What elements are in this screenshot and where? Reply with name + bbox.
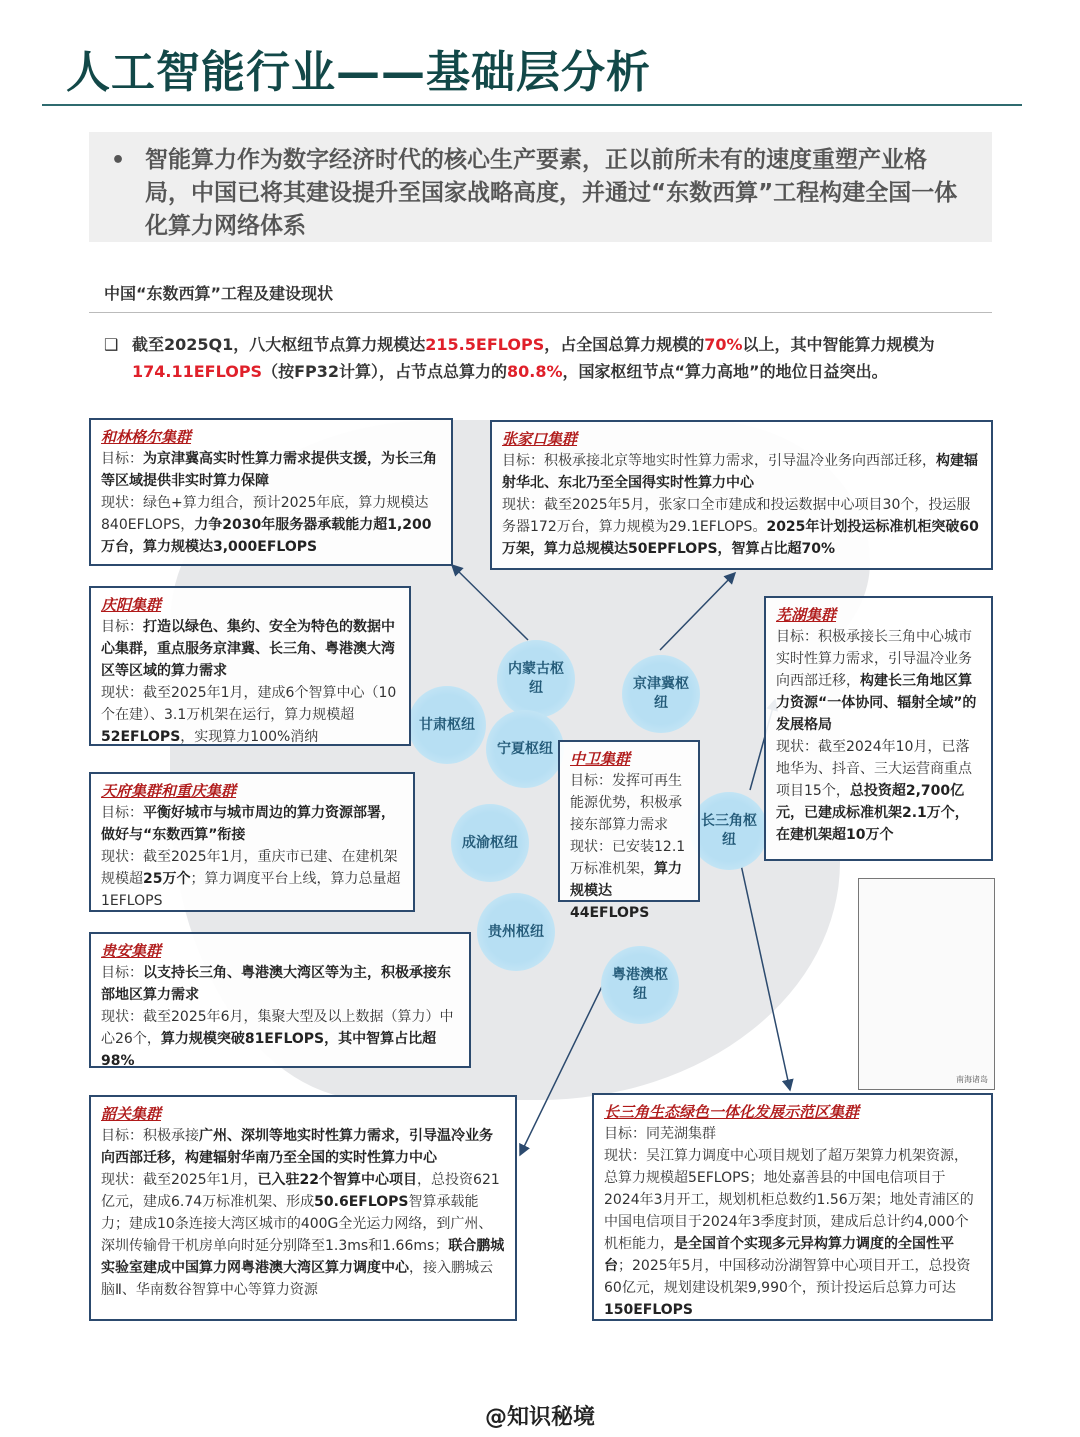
hub-gansu: 甘肃枢纽	[408, 686, 486, 764]
cluster-title: 庆阳集群	[101, 596, 162, 614]
cluster-tianfu-chongqing: 天府集群和重庆集群 目标：平衡好城市与城市周边的算力资源部署，做好与“东数西算”衔接 现状：截至2025年1月，重庆市已建、在建机架规模超25万个；算力调度平台上线，算力总量超1EFLOPS	[89, 772, 415, 912]
cluster-title: 中卫集群	[570, 750, 631, 768]
summary-text: 截至2025Q1，八大枢纽节点算力规模达215.5EFLOPS，占全国总算力规模的70%以上，其中智能算力规模为174.11EFLOPS（按FP32计算），占节点总算力的80.8%，国家枢纽节点“算力高地”的地位日益突出。	[132, 335, 935, 381]
cluster-title: 芜湖集群	[776, 606, 837, 624]
hub-yuegangao: 粤港澳枢纽	[601, 946, 679, 1024]
hub-ningxia: 宁夏枢纽	[486, 710, 564, 788]
cluster-title: 张家口集群	[502, 430, 578, 448]
hub-jingjinji: 京津冀枢纽	[622, 655, 700, 733]
arrow-jingjinji	[660, 573, 735, 650]
cluster-qingyang: 庆阳集群 目标：打造以绿色、集约、安全为特色的数据中心集群，重点服务京津冀、长三角、粤港澳大湾区等区域的算力需求 现状：截至2025年1月，建成6个智算中心（10个在建）、3.1万机架在运行，算力规模超52EFLOPS，实现算力100%消纳	[89, 586, 411, 746]
cluster-zhangjiakou: 张家口集群 目标：积极承接北京等地实时性算力需求，引导温冷业务向西部迁移，构建辐射华北、东北乃至全国得实时性算力中心 现状：截至2025年5月，张家口全市建成和投运数据中心项目30个，投运服务器172万台，算力规模为29.1EFLOPS。2025年计划投运标准机柜突破60万架，算力总规模达50EPFLOPS，智算占比超70%	[490, 420, 993, 570]
arrow-neimenggu	[452, 565, 528, 640]
hub-chengyu: 成渝枢纽	[451, 804, 529, 882]
footer-watermark: @知识秘境	[484, 1405, 595, 1430]
cluster-title: 贵安集群	[101, 942, 162, 960]
cluster-shaoguan: 韶关集群 目标：积极承接广州、深圳等地实时性算力需求，引导温冷业务向西部迁移，构建辐射华南乃至全国的实时性算力中心 现状：截至2025年1月，已入驻22个智算中心项目，总投资621亿元，建成6.74万标准机架、形成50.6EFLOPS智算承载能力；建成10条连接大湾区城市的400G全光运力网络，到广州、深圳传输骨干机房单向时延分别降至1.3ms和1.66ms；联合鹏城实验室建成中国算力网粤港澳大湾区算力调度中心，接入鹏城云脑Ⅱ、华南数谷智算中心等算力资源	[89, 1095, 517, 1321]
section-title: 中国“东数西算”工程及建设现状	[104, 284, 334, 303]
hub-guizhou: 贵州枢纽	[477, 893, 555, 971]
intro-text: 智能算力作为数字经济时代的核心生产要素，正以前所未有的速度重塑产业格局，中国已将其建设提升至国家战略高度，并通过“东数西算”工程构建全国一体化算力网络体系	[145, 147, 958, 239]
cluster-title: 天府集群和重庆集群	[101, 782, 237, 800]
inset-label: 南海诸岛	[956, 1075, 988, 1084]
page-title: 人工智能行业——基础层分析	[66, 47, 651, 98]
cluster-changsanjiao-demo: 长三角生态绿色一体化发展示范区集群 目标：同芜湖集群 现状：吴江算力调度中心项目规划了超万架算力机架资源，总算力规模超5EFLOPS；地处嘉善县的中国电信项目于2024年3月开工，规划机柜总数约1.56万架；地处青浦区的中国电信项目于2024年3季度封顶，建成后总计约4,000个机柜能力，是全国首个实现多元异构算力调度的全国性平台；2025年5月，中国移动汾湖智算中心项目开工，总投资60亿元，规划建设机架9,990个，预计投运后总算力可达150EFLOPS	[592, 1093, 993, 1321]
hub-neimenggu: 内蒙古枢纽	[497, 640, 575, 718]
cluster-title: 和林格尔集群	[101, 428, 192, 446]
cluster-zhongwei: 中卫集群 目标：发挥可再生能源优势，积极承接东部算力需求 现状：已安装12.1万标准机架，算力规模达44EFLOPS	[558, 740, 700, 902]
arrow-changsanjiao	[740, 860, 790, 1090]
cluster-guian: 贵安集群 目标：以支持长三角、粤港澳大湾区等为主，积极承接东部地区算力需求 现状：截至2025年6月，集聚大型及以上数据（算力）中心26个，算力规模突破81EFLOPS，其中智算占比超98%	[89, 932, 471, 1068]
cluster-wuhu: 芜湖集群 目标：积极承接长三角中心城市实时性算力需求，引导温冷业务向西部迁移，构建长三角地区算力资源“一体协同、辐射全域”的发展格局 现状：截至2024年10月，已落地华为、抖音、三大运营商重点项目15个，总投资超2,700亿元，已建成标准机架2.1万个，在建机架超10万个	[764, 596, 993, 861]
bullet-icon: •	[111, 148, 126, 173]
cluster-helingeer: 和林格尔集群 目标：为京津冀高实时性算力需求提供支援，为长三角等区域提供非实时算力保障 现状：绿色+算力组合，预计2025年底，算力规模达 840EFLOPS，力争2030年服务器承载能力超1,200万台，算力规模达3,000EFLOPS	[89, 418, 453, 566]
cluster-title: 韶关集群	[101, 1105, 162, 1123]
checkbox-icon: ❑	[104, 335, 119, 354]
hub-changsanjiao: 长三角枢纽	[690, 792, 768, 870]
cluster-title: 长三角生态绿色一体化发展示范区集群	[604, 1103, 860, 1121]
